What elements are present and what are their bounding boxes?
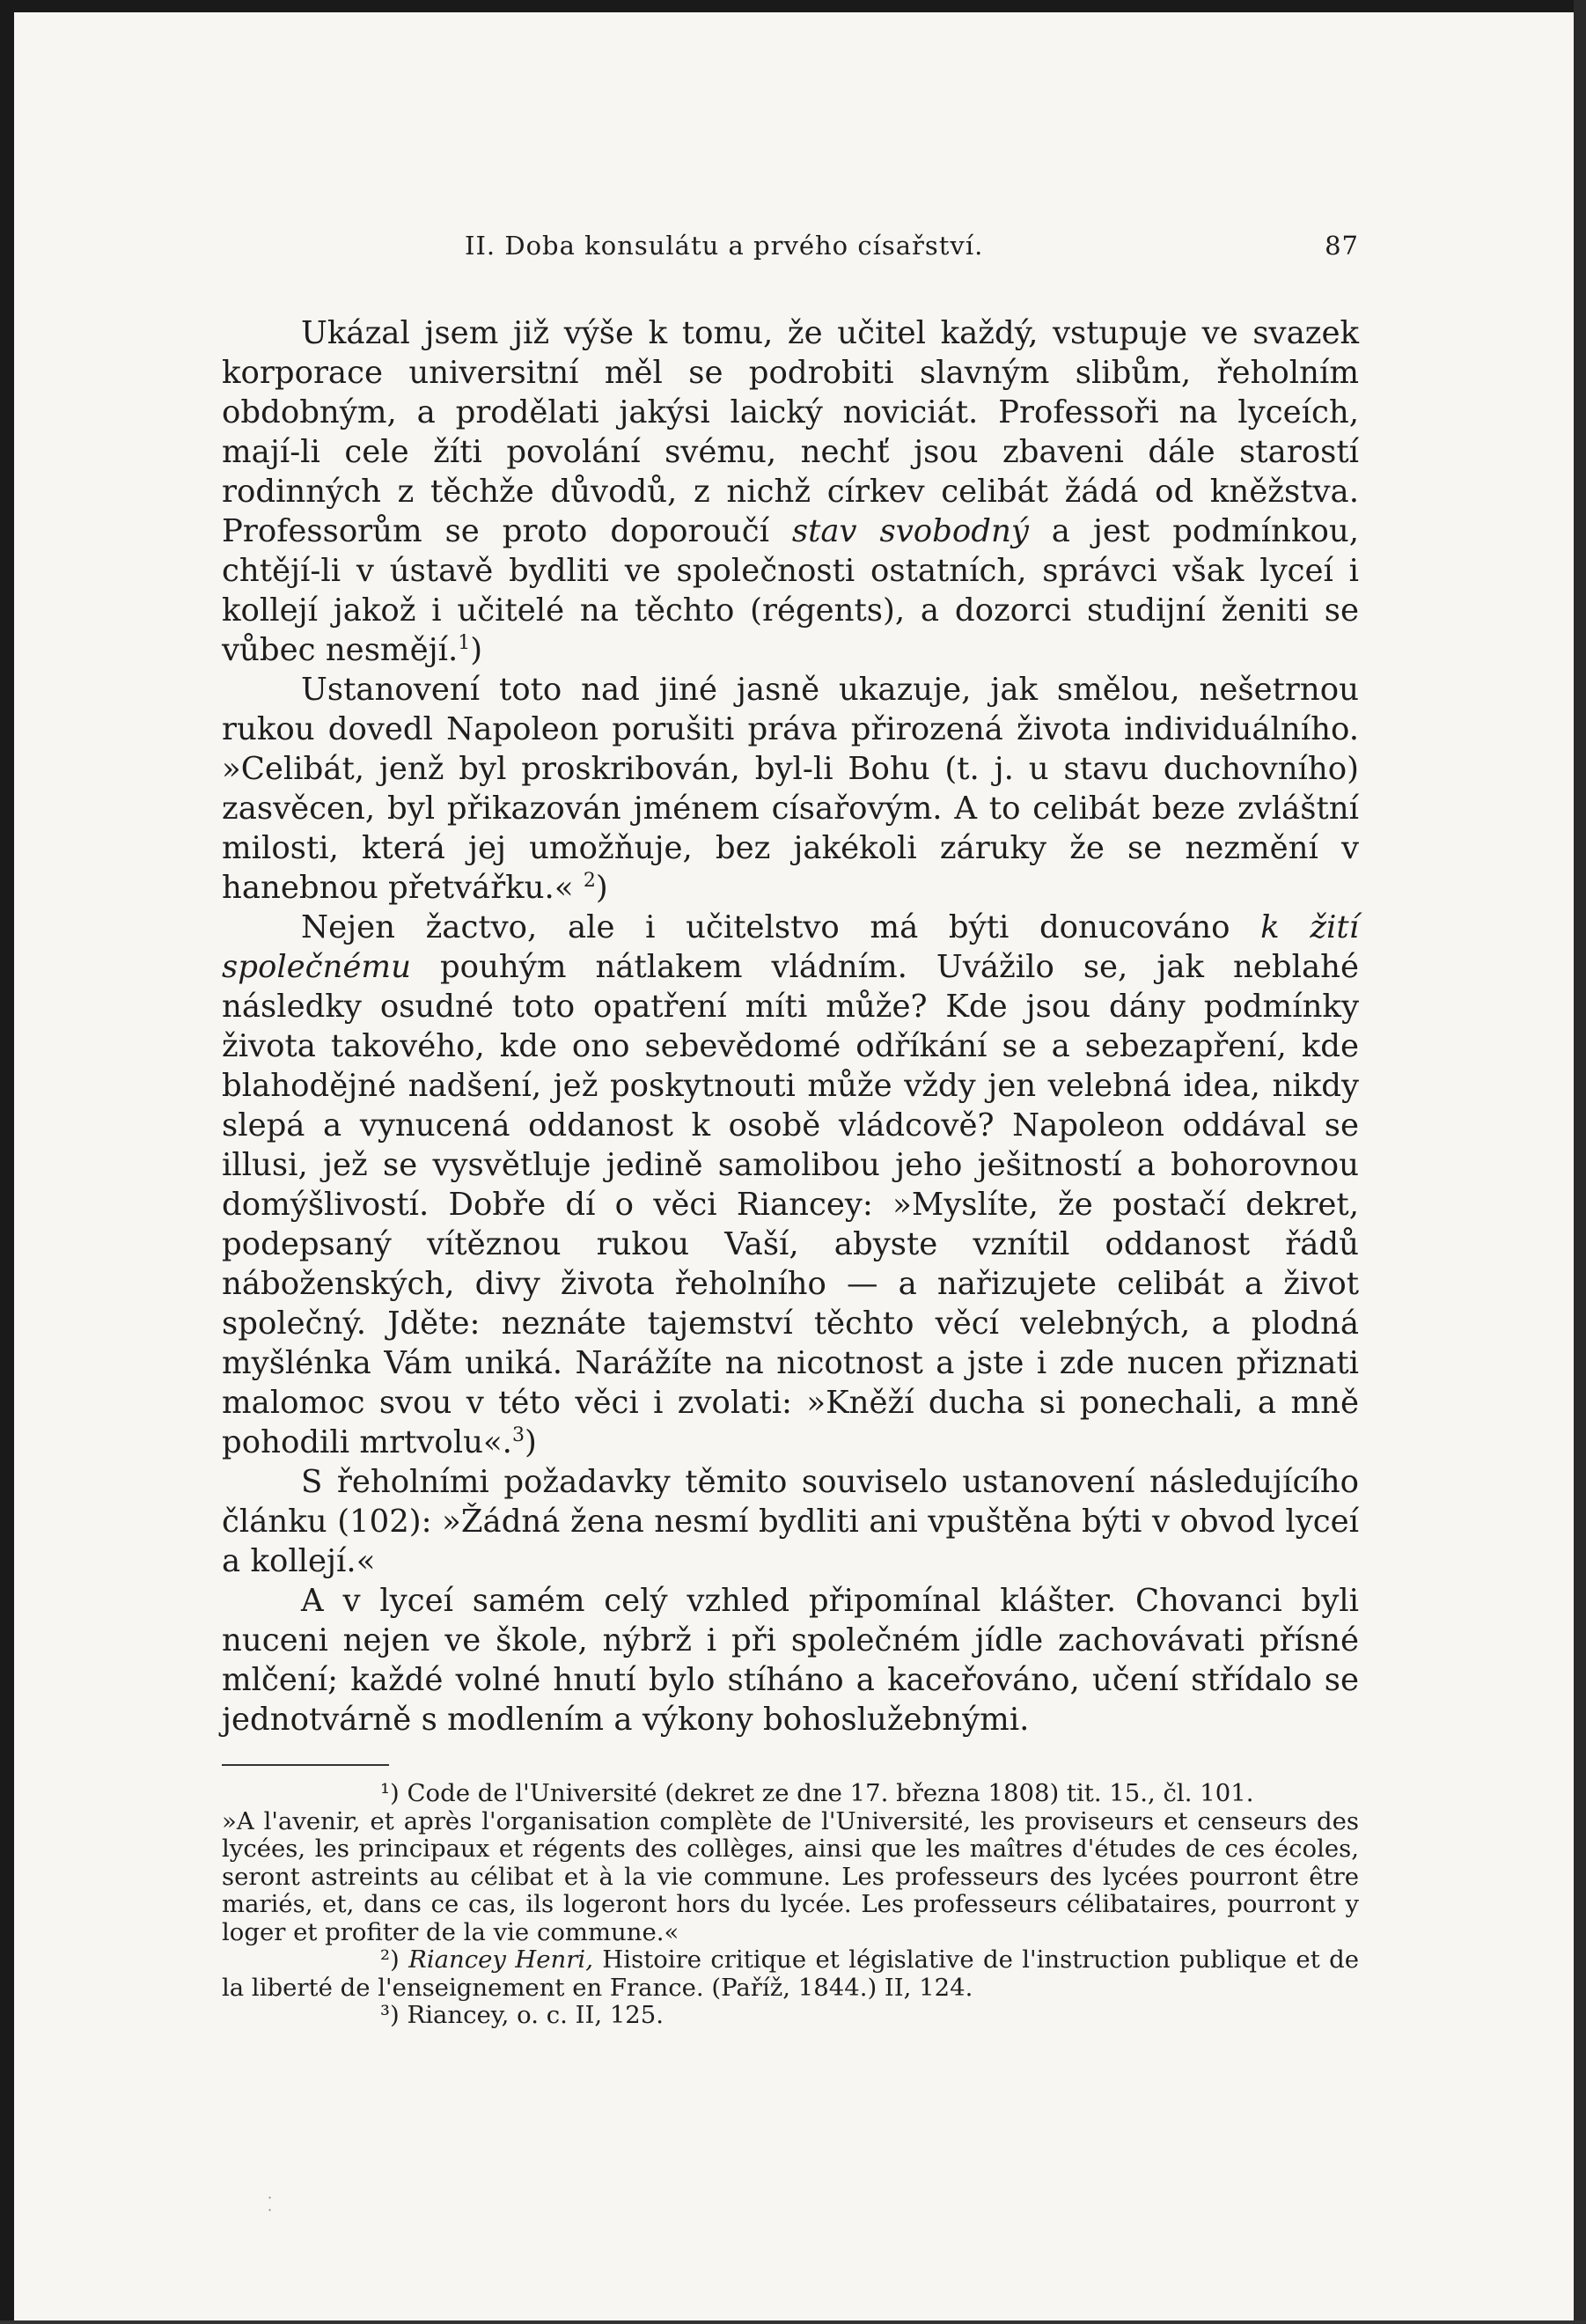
body-text xyxy=(222,313,1359,1739)
footnote-1-quote: »A l'avenir, et après l'organisation complète de l'Université, les proviseurs et censeurs des lycées, les principaux et régents des collèges, ainsi que les maîtres d'études de ces écoles, seront astreints au célibat et à la vie commune. Les professeurs des lycées pourront être mariés, et, dans ce cas, ils logeront hors du lycée. Les professeurs célibataires, pourront y loger et profiter de la vie commune.« xyxy=(222,1806,1359,1946)
scan-border-left xyxy=(0,0,14,2324)
scan-border-bottom xyxy=(0,2320,1586,2324)
scan-border-top xyxy=(0,0,1586,12)
footnote-ref-1: 1 xyxy=(458,631,471,654)
footnote-marker: ¹) xyxy=(380,1779,400,1807)
footnote-3: ³) Riancey, o. c. II, 125. xyxy=(222,2002,1359,2030)
scan-dust-speck: · · xyxy=(268,2189,273,2218)
footnotes xyxy=(222,1780,1359,2030)
author-name: Riancey Henri, xyxy=(408,1945,593,1974)
footnote-marker: ³) xyxy=(380,2001,400,2029)
footnote-marker: ²) xyxy=(380,1945,400,1974)
paragraph-5: A v lyceí samém celý vzhled připomínal klášter. Chovanci byli nuceni nejen ve škole, nýbrž i při společném jídle zachovávati přísné mlčení; každé volné hnutí bylo stíháno a kaceřováno, učení střídalo se jednotvárně s modlením a výkony bohoslužebnými. xyxy=(222,1583,1359,1738)
footnote-2: ²) Riancey Henri, Histoire critique et législative de l'instruction publique et de la liberté de l'enseignement en France. (Paříž, 1844.) II, 124. xyxy=(222,1945,1359,2002)
paragraph-2: Ustanovení toto nad jiné jasně ukazuje, jak smělou, nešetrnou rukou dovedl Napoleon porušiti práva přirozená života individuálního. »Celibát, jenž byl proskribován, byl-li Bohu (t. j. u stavu duchovního) zasvěcen, byl přikazován jménem císařovým. A to celibát beze zvláštní milosti, která jej umožňuje, bez jakékoli záruky že se nezmění v hanebnou přetvářku.« $^2$) xyxy=(222,672,1359,906)
running-head xyxy=(222,231,1359,269)
footnote-1: ¹) Code de l'Université (dekret ze dne 17. března 1808) tit. 15., čl. 101. xyxy=(222,1780,1359,1808)
emphasis: k žití společnému xyxy=(222,909,1359,985)
paragraph-3: Nejen žactvo, ale i učitelstvo má býti donucováno k žití společnému pouhým nátlakem vládním. Uvážilo se, jak neblahé následky osudné toto opatření míti může? Kde jsou dány podmínky života takového, kde ono sebevědomé odříkání se a sebezapření, kde blahodějné nadšení, jež poskytnouti může vždy jen velebná idea, nikdy slepá a vynucená oddanost k osobě vládcově? Napoleon oddával se illusi, jež se vysvětluje jedině samolibou jeho ješitností a bohorovnou domýšlivostí. Dobře dí o věci Riancey: »Myslíte, že postačí dekret, podepsaný vítěznou rukou Vaší, abyste vznítil oddanost řádů náboženských, divy života řeholního — a nařizujete celibát a život společný. Jděte: neznáte tajemství těchto věcí velebných, a plodná myšlénka Vám uniká. Narážíte na nicotnost a jste i zde nucen přiznati malomoc svou v této věci i zvolati: »Kněží ducha si ponechali, a mně pohodili mrtvolu«.$^3$) xyxy=(222,909,1359,1460)
paragraph-4: S řeholními požadavky těmito souviselo ustanovení následujícího článku (102): »Žádná žena nesmí bydliti ani vpuštěna býti v obvod lyceí a kollejí.« xyxy=(222,1464,1359,1579)
footnote-divider xyxy=(222,1764,389,1766)
book-page xyxy=(222,231,1359,2030)
page-number: 87 xyxy=(1325,231,1359,261)
paragraph-1: Ukázal jsem již výše k tomu, že učitel každý, vstupuje ve svazek korporace universitní měl se podrobiti slavným slibům, řeholním obdobným, a prodělati jakýsi laický noviciát. Professoři na lyceích, mají-li cele žíti povolání svému, nechť jsou zbaveni dále starostí rodinných z těchže důvodů, z nichž církev celibát žádá od kněžstva. Professorům se proto doporoučí stav svobodný a jest podmínkou, chtějí-li v ústavě bydliti ve společnosti ostatních, správci však lyceí i kollejí jakož i učitelé na těchto (régents), a dozorci studijní ženiti se vůbec nesmějí.$^1$) xyxy=(222,315,1359,668)
footnote-ref-3: 3 xyxy=(511,1423,525,1446)
scan-border-right xyxy=(1574,0,1586,2324)
footnote-ref-2: 2 xyxy=(583,869,596,892)
emphasis: stav svobodný xyxy=(791,513,1029,549)
chapter-title: II. Doba konsulátu a prvého císařství. xyxy=(465,231,984,261)
